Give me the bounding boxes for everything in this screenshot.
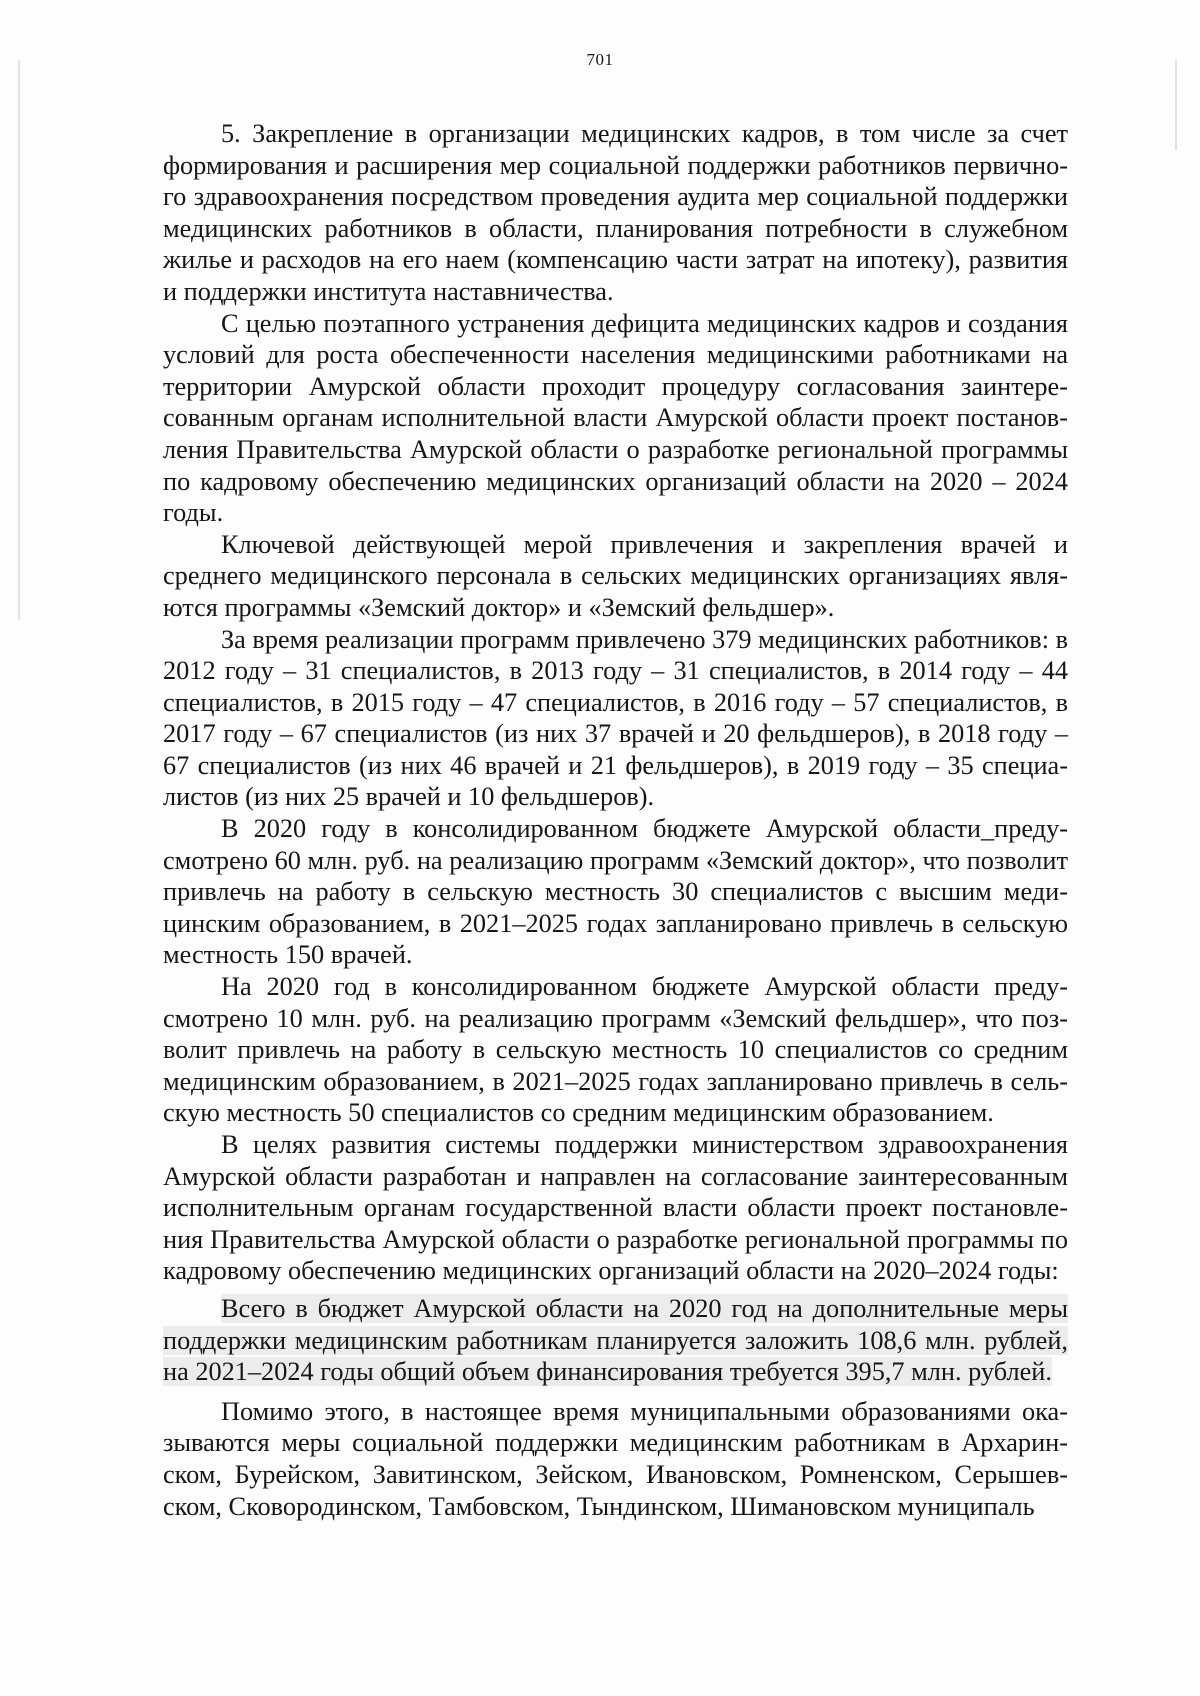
paragraph-staff-retention: 5. Закрепление в организации медицинских кадров, в том числе за счет формирования и расширения мер социальной поддержки работников первичного здравоохранения посредством проведения аудита мер социальной поддержки медицинских работников в области, планирования потребности в служебном жилье и расходов на его наем (компенсацию части затрат на ипотеку), развития и поддержки института наставничества. (163, 119, 1068, 306)
page-number: 701 (586, 50, 614, 69)
paragraph-support-system: В целях развития системы поддержки министерством здравоохранения Амурской области разработан и направлен на согласование заинтересованным исполнительным органам государственной власти области проект постановления Правительства Амурской области о разработке региональной программы по кадровому обеспечению медицинских организаций области на 2020–2024 годы: (163, 1130, 1068, 1286)
paragraph-municipal-support: Помимо этого, в настоящее время муниципальными образованиями оказываются меры социальной поддержки медицинским работникам в Архаринском, Бурейском, Завитинском, Зейском, Ивановском, Ромненском, Серышевском, Сковородинском, Тамбовском, Тындинском, Шимановском муниципаль (163, 1396, 1068, 1521)
scan-margin-mark-left (18, 60, 20, 620)
highlighted-budget-text: Всего в бюджет Амурской области на 2020 год на дополнительные меры поддержки медицинским работникам планируется заложить 108,6 млн. рублей, на 2021–2024 годы общий объем финансирования требуется 395,7 млн. рублей. (163, 1293, 1068, 1387)
paragraph-program-results: За время реализации программ привлечено 379 медицинских работников: в 2012 году – 31 специалистов, в 2013 году – 31 специалистов, в 2014 году – 44 специалистов, в 2015 году – 47 специалистов, в 2016 году – 57 специалистов, в 2017 году – 67 специалистов (из них 37 врачей и 20 фельдшеров), в 2018 году – 67 специалистов (из них 46 врачей и 21 фельдшеров), в 2019 году – 35 специалистов (из них 25 врачей и 10 фельдшеров). (163, 624, 1068, 812)
document-body (163, 118, 1068, 1522)
paragraph-key-measure: Ключевой действующей мерой привлечения и закрепления врачей и среднего медицинского персонала в сельских медицинских организациях являются программы «Земский доктор» и «Земский фельдшер». (163, 529, 1068, 622)
paragraph-staff-shortage: С целью поэтапного устранения дефицита медицинских кадров и создания условий для роста обеспеченности населения медицинскими работниками на территории Амурской области проходит процедуру согласования заинтересованным органам исполнительной власти Амурской области проект постановления Правительства Амурской области о разработке региональной программы по кадровому обеспечению медицинских организаций области на 2020 – 2024 годы. (163, 308, 1068, 528)
scan-margin-mark-right (1175, 60, 1177, 150)
paragraph-zemsky-feldsher-budget: На 2020 год в консолидированном бюджете Амурской области предусмотрено 10 млн. руб. на реализацию программ «Земский фельдшер», что позволит привлечь на работу в сельскую местность 10 специалистов со средним медицинским образованием, в 2021–2025 годах запланировано привлечь в сельскую местность 50 специалистов со средним медицинским образованием. (163, 972, 1068, 1128)
paragraph-total-budget (163, 1293, 1068, 1388)
paragraph-zemsky-doctor-budget: В 2020 году в консолидированном бюджете Амурской области_предусмотрено 60 млн. руб. на реализацию программ «Земский доктор», что позволит привлечь на работу в сельскую местность 30 специалистов с высшим медицинским образованием, в 2021–2025 годах запланировано привлечь в сельскую местность 150 врачей. (163, 814, 1068, 970)
